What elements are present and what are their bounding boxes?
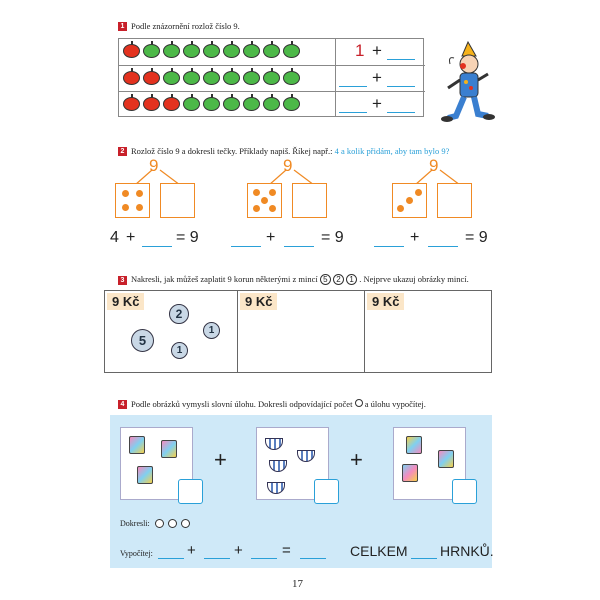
answer-blank[interactable] [284,246,314,247]
dot [415,189,422,196]
red-apple-icon [143,71,160,85]
mug-icon [129,436,145,454]
task-4-number: 4 [118,400,127,409]
answer-blank[interactable] [339,112,367,113]
cup-icon [297,450,315,462]
green-apple-icon [163,71,180,85]
green-apple-icon [283,71,300,85]
answer-blank[interactable] [142,246,172,247]
task-4-instruction [131,399,426,409]
apple-row-2 [119,65,425,91]
task-4-instruction-end: a úlohu vypočítej. [364,399,426,409]
mug-icon [161,440,177,458]
task-2-instruction [131,146,449,156]
dots-box-filled [392,183,427,218]
celkem-label: CELKEM [350,543,408,559]
given-number: 1 [355,41,365,60]
cup-icon [269,460,287,472]
task-3-instruction [131,274,469,285]
dot [253,189,260,196]
column-divider [364,291,365,372]
red-apple-icon [123,71,140,85]
coin-5-icon: 5 [320,274,331,285]
column-divider [237,291,238,372]
answer-blank[interactable] [204,558,230,559]
price-label: 9 Kč [107,293,144,310]
answer-box[interactable] [314,479,339,504]
equals-nine: = 9 [321,229,344,246]
dot [269,205,276,212]
equals-nine: = 9 [176,229,199,246]
green-apple-icon [183,97,200,111]
answer-blank[interactable] [387,86,415,87]
green-apple-icon [243,97,260,111]
drawing-area[interactable] [366,311,490,371]
coin-1-icon: 1 [171,342,188,359]
apple-group [123,71,300,87]
green-apple-icon [203,71,220,85]
apple-group [123,44,300,60]
price-label: 9 Kč [367,293,404,310]
price-label: 9 Kč [240,293,277,310]
green-apple-icon [223,71,240,85]
plus-sign: + [266,229,276,246]
dot [136,190,143,197]
task-2-hint: 4 a kolik přidám, aby tam bylo 9? [334,146,450,156]
circle-blank[interactable] [181,519,190,528]
hrnku-label: HRNKŮ. [440,543,494,559]
red-apple-icon [163,97,180,111]
green-apple-icon [143,44,160,58]
answer-blank[interactable] [411,558,437,559]
green-apple-icon [203,97,220,111]
answer-blank[interactable] [339,86,367,87]
green-apple-icon [243,44,260,58]
dot [261,197,268,204]
green-apple-icon [283,44,300,58]
mug-icon [402,464,418,482]
green-apple-icon [223,44,240,58]
red-apple-icon [123,44,140,58]
cup-icon [265,438,283,450]
equals-sign: = [282,542,291,559]
task-3-instruction-text: Nakresli, jak můžeš zaplatit 9 korun některými z mincí [131,274,318,284]
coin-table [104,290,492,373]
plus-sign: + [350,447,363,472]
green-apple-icon [203,44,220,58]
number-nine: 9 [429,156,439,175]
apple-group [123,97,300,113]
red-apple-icon [143,97,160,111]
dot [253,205,260,212]
answer-blank[interactable] [251,558,277,559]
green-apple-icon [263,44,280,58]
dots-box-filled [115,183,150,218]
dokresli-label: Dokresli: [120,519,150,528]
mug-icon [438,450,454,468]
answer-blank[interactable] [231,246,261,247]
green-apple-icon [263,71,280,85]
clown-illustration [440,40,495,125]
task-2-instruction-text: Rozlož číslo 9 a dokresli tečky. Příklady napiš. Říkej např.: [131,146,333,156]
mug-icon [406,436,422,454]
green-apple-icon [183,44,200,58]
apple-row-1 [119,39,425,65]
apple-table [118,38,424,117]
coin-2-icon: 2 [333,274,344,285]
plus-sign: + [372,94,382,113]
number-nine: 9 [283,156,293,175]
dots-box-empty[interactable] [437,183,472,218]
dot [406,197,413,204]
dots-box-filled [247,183,282,218]
answer-blank[interactable] [428,246,458,247]
apple-row-3 [119,91,425,117]
red-apple-icon [123,97,140,111]
coin-2-icon: 2 [169,304,189,324]
circle-blank[interactable] [168,519,177,528]
dots-box-empty[interactable] [160,183,195,218]
answer-blank[interactable] [374,246,404,247]
number-nine: 9 [149,156,159,175]
page-number: 17 [292,578,303,590]
dot [269,189,276,196]
task-3-instruction-end: . Nejprve ukazuj obrázky mincí. [359,274,469,284]
dots-box-empty[interactable] [292,183,327,218]
dot [397,205,404,212]
green-apple-icon [283,97,300,111]
circle-icon [355,399,363,407]
task-2-number: 2 [118,147,127,156]
task-3-number: 3 [118,276,127,285]
task-1-instruction: Podle znázornění rozlož číslo 9. [131,21,240,31]
vypocitej-label: Vypočítej: [120,549,153,558]
drawing-area[interactable] [239,311,363,371]
answer-blank[interactable] [158,558,184,559]
coin-5-icon: 5 [131,329,154,352]
task-4-panel [110,415,492,568]
task-4-instruction-text: Podle obrázků vymysli slovní úlohu. Dokresli odpovídající počet [131,399,353,409]
green-apple-icon [163,44,180,58]
green-apple-icon [223,97,240,111]
dot [122,190,129,197]
answer-blank[interactable] [387,112,415,113]
dot [122,204,129,211]
answer-blank[interactable] [300,558,326,559]
circle-blank[interactable] [155,519,164,528]
plus-sign: + [410,229,420,246]
equals-nine: = 9 [465,229,488,246]
plus-sign: + [214,447,227,472]
plus-sign: + [234,542,243,559]
green-apple-icon [243,71,260,85]
coin-1-icon: 1 [346,274,357,285]
plus-sign: + [126,229,136,246]
dot [136,204,143,211]
plus-sign: + [372,68,382,87]
mug-icon [137,466,153,484]
coin-1-icon: 1 [203,322,220,339]
task-1-number: 1 [118,22,127,31]
answer-blank[interactable] [387,59,415,60]
plus-sign: + [187,542,196,559]
answer-box[interactable] [178,479,203,504]
cup-icon [267,482,285,494]
green-apple-icon [183,71,200,85]
plus-sign: + [372,41,382,60]
answer-box[interactable] [452,479,477,504]
given-addend: 4 [110,229,119,246]
green-apple-icon [263,97,280,111]
